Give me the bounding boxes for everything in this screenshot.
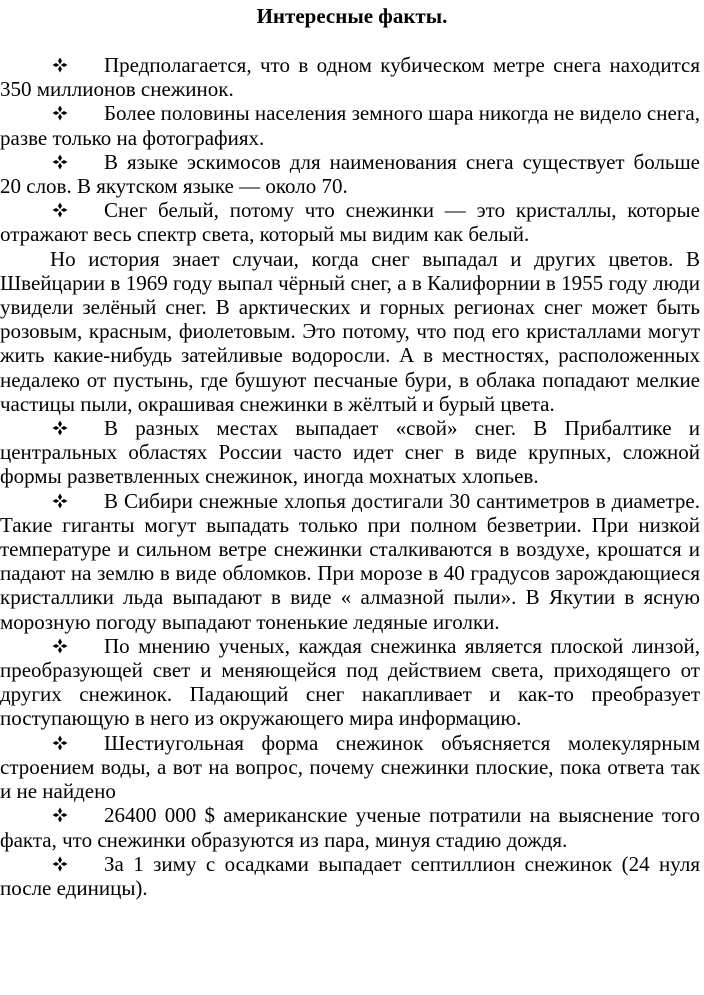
four-diamond-star-icon <box>52 856 68 872</box>
four-diamond-star-icon <box>52 154 68 170</box>
paragraph-text: Снег белый, потому что снежинки — это кристаллы, которые отражают весь спектр света, который мы видим как белый. <box>0 198 700 247</box>
four-diamond-star-icon <box>52 105 68 121</box>
paragraph-text: Более половины населения земного шара никогда не видело снега, разве только на фотографиях. <box>0 101 700 150</box>
paragraph-text: Шестиугольная форма снежинок объясняется молекулярным строением воды, а вот на вопрос, почему снежинки плоские, пока ответа так и не найдено <box>0 730 700 804</box>
bullet-paragraph <box>0 198 700 246</box>
bullet-paragraph <box>0 803 700 851</box>
bullet-paragraph <box>0 634 700 731</box>
bullet-paragraph <box>0 416 700 489</box>
bullet-paragraph <box>0 53 700 101</box>
bullet-paragraph <box>0 852 700 900</box>
document-body <box>0 53 700 900</box>
body-paragraph <box>0 247 700 416</box>
paragraph-text: Но история знает случаи, когда снег выпадал и других цветов. В Швейцарии в 1969 году выпал чёрный снег, а в Калифорнии в 1955 году люди увидели зелёный снег. В арктических и горных регионах снег может быть розовым, красным, фиолетовым. Это потому, что под его кристаллами могут жить какие-нибудь затейливые водоросли. А в местностях, расположенных недалеко от пустынь, где бушуют песчаные бури, в облака попадают мелкие частицы пыли, окрашивая снежинки в жёлтый и бурый цвета. <box>0 246 700 416</box>
page-title: Интересные факты. <box>256 4 448 28</box>
four-diamond-star-icon <box>52 420 68 436</box>
paragraph-text: В Сибири снежные хлопья достигали 30 сантиметров в диаметре. Такие гиганты могут выпадать только при полном безветрии. При низкой температуре и сильном ветре снежинки сталкиваются в воздухе, крошатся и падают на землю в виде обломков. При морозе в 40 градусов зарождающиеся кристаллики льда выпадают в виде « алмазной пыли». В Якутии в ясную морозную погоду выпадают тоненькие ледяные иголки. <box>0 488 700 634</box>
four-diamond-star-icon <box>52 807 68 823</box>
paragraph-text: 26400 000 $ американские ученые потратили на выяснение того факта, что снежинки образуются из пара, минуя стадию дождя. <box>0 803 700 852</box>
four-diamond-star-icon <box>52 638 68 654</box>
paragraph-text: Предполагается, что в одном кубическом метре снега находится 350 миллионов снежинок. <box>0 53 700 102</box>
paragraph-text: За 1 зиму с осадками выпадает септиллион снежинок (24 нуля после единицы). <box>0 851 700 900</box>
bullet-paragraph <box>0 150 700 198</box>
four-diamond-star-icon <box>52 735 68 751</box>
bullet-paragraph <box>0 731 700 804</box>
bullet-paragraph <box>0 101 700 149</box>
paragraph-text: По мнению ученых, каждая снежинка является плоской линзой, преобразующей свет и меняющейся под действием света, приходящего от других снежинок. Падающий снег накапливает и как-то преобразует поступающую в него из окружающего мира информацию. <box>0 633 700 731</box>
four-diamond-star-icon <box>52 493 68 509</box>
paragraph-text: В языке эскимосов для наименования снега существует больше 20 слов. В якутском языке — около 70. <box>0 149 700 199</box>
bullet-paragraph <box>0 489 700 634</box>
paragraph-text: В разных местах выпадает «свой» снег. В Прибалтике и центральных областях России часто идет снег в виде крупных, сложной формы разветвленных снежинок, иногда мохнатых хлопьев. <box>0 416 700 489</box>
four-diamond-star-icon <box>52 57 68 73</box>
four-diamond-star-icon <box>52 202 68 218</box>
